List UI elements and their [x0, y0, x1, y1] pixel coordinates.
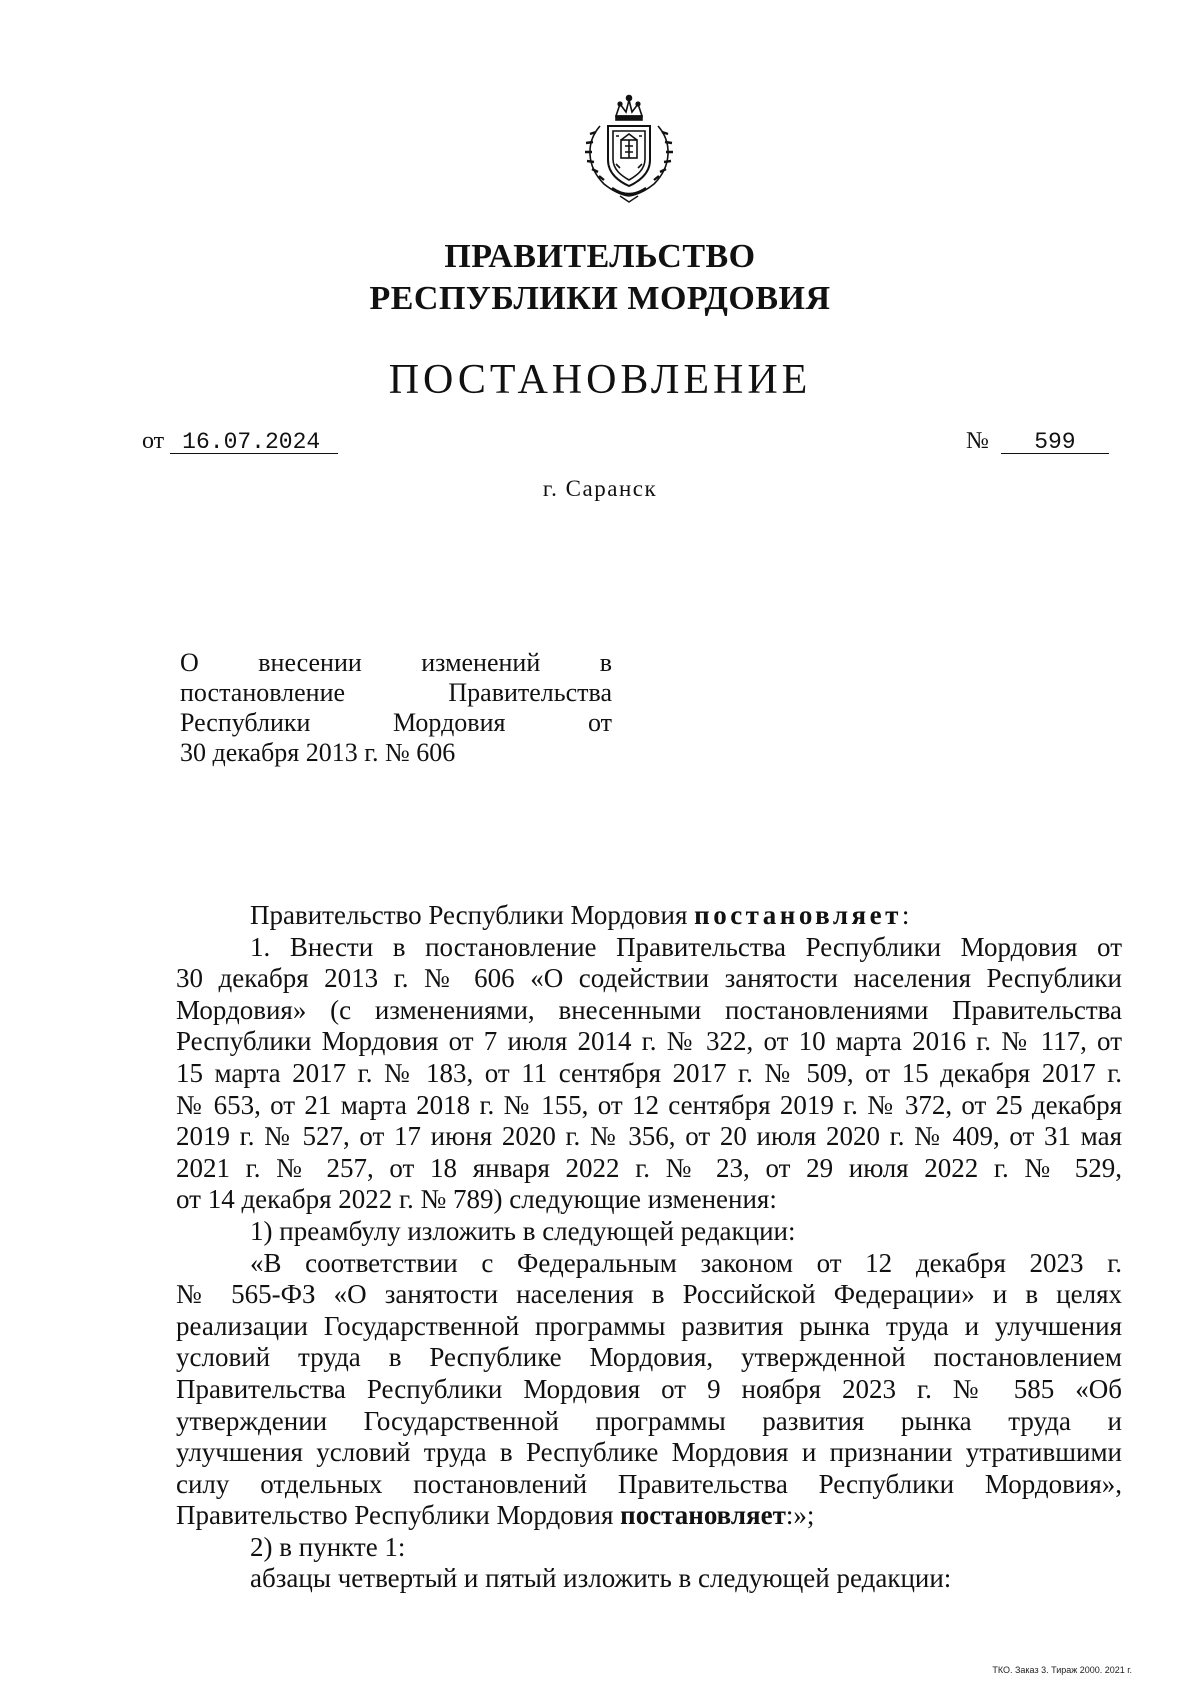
paragraph-line: реализации Государственной программы развития рынка труда и улучшения	[176, 1310, 1122, 1341]
paragraph-line: условий труда в Республике Мордовия, утвержденной постановлением	[176, 1342, 1122, 1373]
document-body	[176, 900, 1122, 1595]
paragraph-line: утверждении Государственной программы развития рынка труда и	[176, 1405, 1122, 1436]
paragraph-line: 2019 г. № 527, от 17 июня 2020 г. № 356, от 20 июля 2020 г. № 409, от 31 мая	[176, 1121, 1122, 1152]
government-title-line1: ПРАВИТЕЛЬСТВО	[444, 238, 756, 275]
print-footer: ТКО. Заказ 3. Тираж 2000. 2021 г.	[992, 1665, 1132, 1675]
subject-line: Республики Мордовия от	[180, 708, 613, 737]
subject-line: О внесении изменений в	[180, 648, 613, 677]
paragraph-line: абзацы четвертый и пятый изложить в следующей редакции:	[250, 1563, 952, 1594]
document-subject	[180, 648, 612, 768]
paragraph-line: Мордовия» (с изменениями, внесенными постановлениями Правительства	[176, 994, 1122, 1025]
paragraph-line: силу отдельных постановлений Правительства Республики Мордовия»,	[176, 1468, 1122, 1499]
subject-line: постановление Правительства	[180, 678, 612, 707]
document-type: ПОСТАНОВЛЕНИЕ	[388, 357, 812, 403]
subject-line: 30 декабря 2013 г. № 606	[180, 738, 456, 767]
paragraph-line: № 565-ФЗ «О занятости населения в Российской Федерации» и в целях	[176, 1279, 1122, 1310]
government-title-line2: РЕСПУБЛИКИ МОРДОВИЯ	[369, 280, 831, 317]
date-row	[142, 428, 338, 455]
coat-of-arms-icon	[576, 92, 682, 204]
paragraph-line: Правительство Республики Мордовия постановляет:»;	[176, 1500, 815, 1531]
city: г. Саранск	[542, 476, 658, 501]
paragraph-line: Республики Мордовия от 7 июля 2014 г. № 322, от 10 марта 2016 г. № 117, от	[176, 1026, 1122, 1057]
number-prefix: №	[966, 428, 989, 454]
paragraph-line: 1) преамбулу изложить в следующей редакции:	[250, 1215, 796, 1246]
paragraph-line: Правительства Республики Мордовия от 9 ноября 2023 г. № 585 «Об	[176, 1373, 1122, 1404]
number-row	[966, 428, 1109, 455]
decree-word: постановляет	[694, 900, 902, 930]
paragraph-line: улучшения условий труда в Республике Мордовия и признании утратившими	[176, 1437, 1122, 1468]
paragraph-line: 2) в пункте 1:	[250, 1531, 406, 1562]
paragraph-line: 15 марта 2017 г. № 183, от 11 сентября 2017 г. № 509, от 15 декабря 2017 г.	[176, 1057, 1122, 1088]
paragraph-line: 2021 г. № 257, от 18 января 2022 г. № 23, от 29 июля 2022 г. № 529,	[176, 1152, 1122, 1183]
paragraph-line: 30 декабря 2013 г. № 606 «О содействии занятости населения Республики	[176, 963, 1122, 994]
date-prefix: от	[142, 428, 165, 454]
paragraph-line: 1. Внести в постановление Правительства Республики Мордовия от	[250, 931, 1122, 962]
paragraph-line: «В соответствии с Федеральным законом от 12 декабря 2023 г.	[250, 1247, 1122, 1278]
document-number: 599	[1001, 431, 1109, 454]
preamble-line: Правительство Республики Мордовия постановляет:	[250, 900, 910, 930]
decree-word: постановляет	[620, 1500, 786, 1531]
paragraph-line: от 14 декабря 2022 г. № 789) следующие изменения:	[176, 1184, 777, 1215]
document-date: 16.07.2024	[170, 431, 338, 454]
paragraph-line: № 653, от 21 марта 2018 г. № 155, от 12 сентября 2019 г. № 372, от 25 декабря	[176, 1089, 1122, 1120]
